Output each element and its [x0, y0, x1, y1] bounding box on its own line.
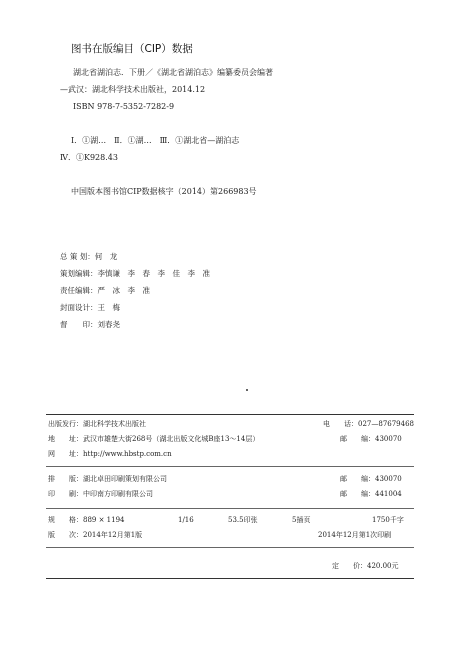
price-row	[332, 563, 399, 570]
format-value: 1/16	[178, 516, 194, 524]
size-row	[48, 517, 125, 524]
divider-top	[46, 414, 414, 415]
price-value: 420.00元	[367, 562, 399, 570]
printer-row	[48, 491, 153, 498]
credit-general-planner	[60, 253, 117, 261]
word-count-value: 1750千字	[372, 516, 404, 524]
zip-value: 441004	[375, 490, 402, 498]
publisher-name: 湖北科学技术出版社	[83, 420, 146, 428]
size-value: 889 × 1194	[83, 516, 125, 524]
edition-value: 2014年12月第1版	[83, 531, 143, 539]
divider-specs	[46, 508, 414, 509]
divider-price	[46, 578, 414, 579]
address-row	[48, 436, 259, 443]
zip-label: 邮 编：	[340, 475, 375, 483]
cip-heading: 图书在版编目（CIP）数据	[71, 43, 193, 55]
edition-label: 版 次：	[48, 531, 83, 539]
plates-value: 5插页	[292, 516, 311, 524]
cip-number: 中国版本图书馆CIP数据核字（2014）第266983号	[71, 187, 257, 196]
printer-zip-row	[340, 491, 402, 498]
credit-value: 刘春尧	[97, 320, 120, 329]
divider-bottom	[46, 547, 414, 548]
divider-mid	[46, 466, 414, 467]
website-row	[48, 451, 172, 458]
credit-print-supervisor	[60, 321, 120, 329]
zip-value: 430070	[375, 435, 402, 443]
zip-label: 邮 编：	[340, 490, 375, 498]
stray-mark	[246, 389, 248, 391]
credit-label: 封面设计：	[60, 303, 98, 312]
publisher-row	[48, 421, 146, 428]
publisher-label: 出版发行：	[48, 420, 83, 428]
cip-publisher-line: —武汉：湖北科学技术出版社，2014.12	[60, 85, 206, 94]
size-label: 规 格：	[48, 516, 83, 524]
sheets-value: 53.5印张	[228, 516, 258, 524]
cip-isbn: ISBN 978-7-5352-7282-9	[73, 102, 175, 111]
credit-planning-editor	[60, 270, 210, 278]
typeset-label: 排 版：	[48, 475, 83, 483]
credit-label: 策划编辑：	[60, 269, 98, 278]
credit-value: 李慎谦 李 春 李 佳 李 准	[97, 269, 210, 278]
typeset-zip-row	[340, 476, 402, 483]
typeset-row	[48, 476, 167, 483]
credit-value: 严 冰 李 准	[97, 286, 150, 295]
phone-row	[323, 421, 414, 428]
credit-cover-design	[60, 304, 120, 312]
typeset-value: 湖北卓田印刷策划有限公司	[83, 475, 167, 483]
zip-value: 430070	[375, 475, 402, 483]
credit-label: 总 策 划：	[60, 252, 95, 261]
credit-value: 何 龙	[94, 252, 118, 261]
website-url: http://www.hbstp.com.cn	[83, 450, 172, 458]
phone-number: 027—87679468	[358, 420, 414, 428]
credit-label: 责任编辑：	[60, 286, 98, 295]
printer-value: 中印南方印刷有限公司	[83, 490, 153, 498]
credit-responsible-editor	[60, 287, 150, 295]
edition-row	[48, 532, 142, 539]
phone-label: 电 话：	[323, 420, 358, 428]
credit-label: 督 印：	[60, 320, 98, 329]
cip-subject-a: Ⅰ．①湖… Ⅱ．①湖… Ⅲ．①湖北省—湖泊志	[71, 136, 240, 145]
publisher-zip-row	[340, 436, 402, 443]
printer-label: 印 刷：	[48, 490, 83, 498]
printing-value: 2014年12月第1次印刷	[318, 531, 392, 539]
credit-value: 王 梅	[97, 303, 120, 312]
address-label: 地 址：	[48, 435, 83, 443]
zip-label: 邮 编：	[340, 435, 375, 443]
cip-subject-b: Ⅳ．①K928.43	[60, 153, 118, 162]
cip-title-line: 湖北省湖泊志．下册／《湖北省湖泊志》编纂委员会编著	[73, 68, 273, 77]
website-label: 网 址：	[48, 450, 83, 458]
address-value: 武汉市雄楚大街268号（湖北出版文化城B座13～14层）	[83, 435, 260, 443]
price-label: 定 价：	[332, 562, 367, 570]
